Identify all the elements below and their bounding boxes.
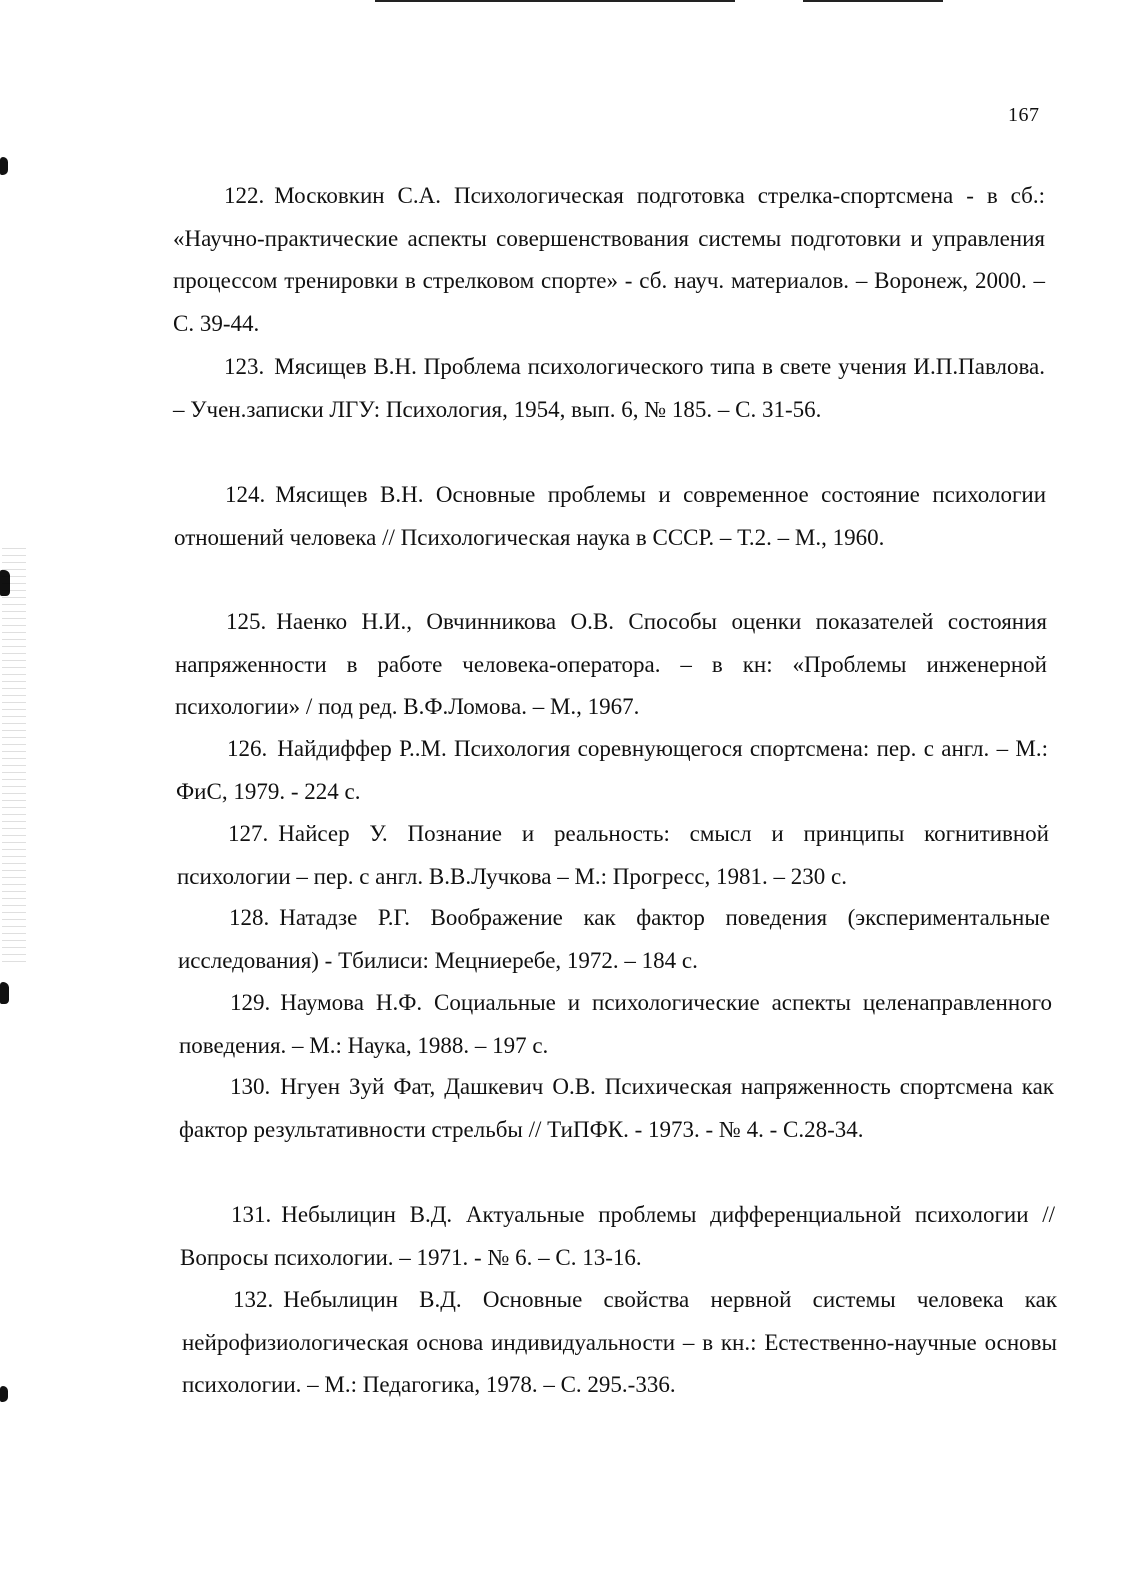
reference-text: Нгуен Зуй Фат, Дашкевич О.В. Психическая напряженность спортсмена как фактор результативности стрельбы // ТиПФК. - 1973. - № 4. - С.28-34. (179, 1074, 1054, 1142)
reference-text: Мясищев В.Н. Проблема психологического типа в свете учения И.П.Павлова. – Учен.записки ЛГУ: Психология, 1954, вып. 6, № 185. – С. 31-56. (173, 354, 1045, 422)
page-number: 167 (1008, 104, 1040, 126)
reference-number: 125. (226, 609, 267, 634)
scan-top-rule-right (803, 0, 943, 2)
reference-entry (175, 601, 1047, 729)
reference-entry (179, 982, 1052, 1067)
reference-number: 122. (224, 183, 265, 208)
reference-entry (182, 1279, 1057, 1407)
scan-edge-noise (2, 548, 26, 968)
reference-text: Небылицин В.Д. Основные свойства нервной системы человека как нейрофизиологическая основа индивидуальности – в кн.: Естественно-научные основы психологии. – М.: Педагогика, 1978. – С. 295.-336. (182, 1287, 1057, 1397)
reference-text: Мясищев В.Н. Основные проблемы и современное состояние психологии отношений человека // Психологическая наука в СССР. – Т.2. – М., 1960. (174, 482, 1046, 550)
reference-text: Наумова Н.Ф. Социальные и психологические аспекты целенаправленного поведения. – М.: Наука, 1988. – 197 с. (179, 990, 1052, 1058)
reference-text: Найсер У. Познание и реальность: смысл и принципы когнитивной психологии – пер. с англ. В.В.Лучкова – М.: Прогресс, 1981. – 230 с. (177, 821, 1049, 889)
reference-number: 124. (225, 482, 266, 507)
reference-entry (173, 346, 1045, 431)
reference-entry (178, 897, 1050, 982)
reference-text: Московкин С.А. Психологическая подготовка стрелка-спортсмена - в сб.: «Научно-практические аспекты совершенствования системы подготовки и управления процессом тренировки в стрелковом спорте» - сб. науч. материалов. – Воронеж, 2000. – С. 39-44. (173, 183, 1045, 336)
reference-entry (174, 474, 1046, 559)
reference-text: Наенко Н.И., Овчинникова О.В. Способы оценки показателей состояния напряженности в работе человека-оператора. – в кн: «Проблемы инженерной психологии» / под ред. В.Ф.Ломова. – М., 1967. (175, 609, 1047, 719)
reference-entry (177, 813, 1049, 898)
reference-number: 123. (224, 354, 265, 379)
binding-hole-mark (0, 1386, 8, 1402)
reference-number: 131. (231, 1202, 272, 1227)
reference-text: Небылицин В.Д. Актуальные проблемы дифференциальной психологии // Вопросы психологии. – 1971. - № 6. – С. 13-16. (180, 1202, 1055, 1270)
reference-number: 127. (228, 821, 269, 846)
reference-number: 130. (230, 1074, 271, 1099)
reference-entry (176, 728, 1048, 813)
reference-number: 129. (230, 990, 271, 1015)
scan-top-rule-left (375, 0, 735, 2)
reference-number: 126. (227, 736, 268, 761)
reference-entry (180, 1194, 1055, 1279)
reference-number: 132. (233, 1287, 274, 1312)
binding-hole-mark (0, 982, 9, 1004)
reference-entry (173, 175, 1045, 345)
reference-text: Найдиффер Р..М. Психология соревнующегося спортсмена: пер. с англ. – М.: ФиС, 1979. - 224 с. (176, 736, 1048, 804)
reference-number: 128. (229, 905, 270, 930)
reference-text: Натадзе Р.Г. Воображение как фактор поведения (экспериментальные исследования) - Тбилиси: Мецниеребе, 1972. – 184 с. (178, 905, 1050, 973)
binding-hole-mark (0, 157, 8, 175)
reference-entry (179, 1066, 1054, 1151)
